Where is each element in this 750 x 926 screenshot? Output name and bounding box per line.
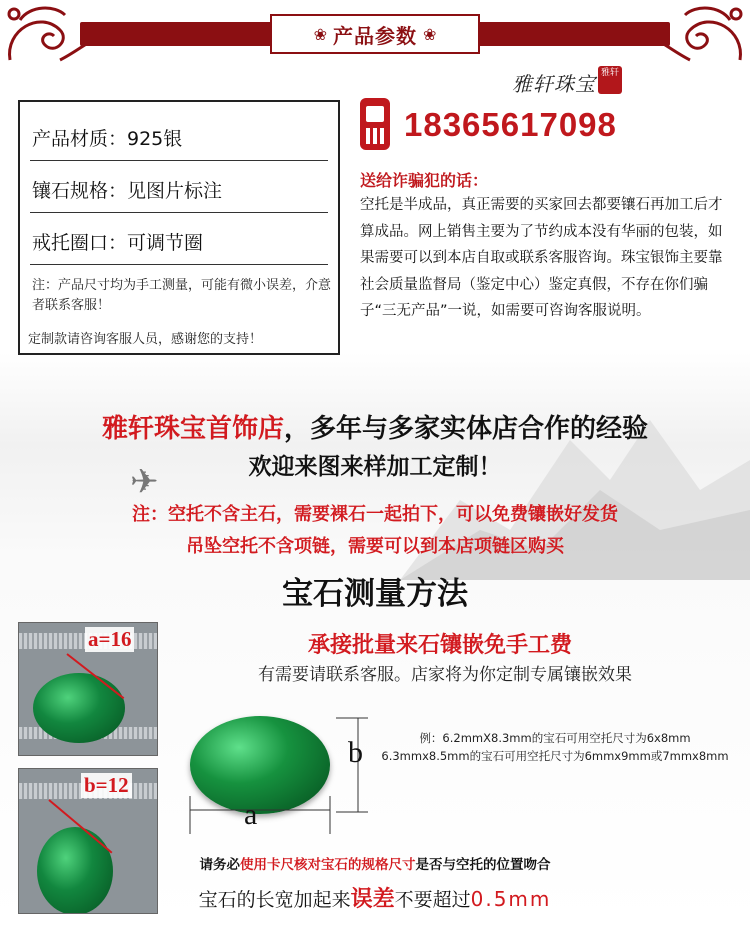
- dim-a-label: a: [244, 798, 258, 831]
- promo-line-1-rest: ，多年与多家实体店合作的经验: [284, 414, 649, 444]
- note-setting: 注：空托不含主石，需要裸石一起拍下，可以免费镶嵌好发货: [132, 504, 618, 525]
- spec-setting: 镶石规格：见图片标注: [32, 180, 223, 202]
- measure-title: 宝石测量方法: [282, 576, 468, 612]
- promo-line-2: 欢迎来图来样加工定制！: [248, 454, 502, 480]
- verify-note: [0, 853, 750, 873]
- spec-box: [18, 100, 340, 355]
- tolerance-mid: 不要超过: [394, 889, 471, 911]
- dragon-right-icon: ❀: [423, 24, 437, 44]
- warning-body: 空托是半成品，真正需要的买家回去都要镶石再加工后才算成品。网上销售主要为了节约成本没有华丽的包装，如果需要可以到本店自取或联系客服咨询。珠宝银饰主要靠社会质量监督局（鉴定中心）鉴定真假，不存在你们骗子“三无产品”一说，如需要可咨询客服说明。: [360, 197, 723, 319]
- divider: [30, 160, 328, 161]
- note-pendant: 吊坠空托不含项链，需要可以到本店项链区购买: [186, 536, 564, 557]
- warning-title: 送给诈骗犯的话：: [360, 171, 489, 190]
- tolerance-note: [0, 882, 750, 913]
- photo-b-label: b=12: [81, 773, 132, 798]
- tolerance-number: 0.5mm: [470, 887, 552, 911]
- gem-image: [33, 673, 125, 743]
- brand-signature: 雅轩珠宝: [512, 72, 596, 96]
- verify-post: 是否与空托的位置吻合: [415, 857, 551, 873]
- dimension-lines: [186, 708, 376, 844]
- tolerance-pre: 宝石的长宽加起来: [198, 889, 351, 911]
- verify-pre: 请务必: [199, 857, 240, 873]
- spec-note: 注：产品尺寸均为手工测量，可能有微小误差，介意者联系客服！: [32, 278, 332, 313]
- caliper-photo-a: [18, 622, 158, 756]
- promo-line-1: [0, 408, 750, 445]
- header-title: 产品参数: [333, 23, 417, 48]
- divider: [30, 212, 328, 213]
- verify-red: 使用卡尺核对宝石的规格尺寸: [240, 857, 416, 873]
- header-title-box: [270, 14, 480, 54]
- spec-material: 产品材质：925银: [32, 128, 183, 150]
- phone-number[interactable]: 18365617098: [404, 106, 617, 143]
- phone-icon: [360, 98, 390, 150]
- wholesale-subtitle: 有需要请联系客服。店家将为你定制专属镶嵌效果: [258, 665, 632, 685]
- divider: [30, 264, 328, 265]
- tolerance-red: 误差: [350, 887, 395, 912]
- spec-ring-size: 戒托圈口：可调节圈: [32, 232, 204, 254]
- photo-a-label: a=16: [85, 627, 134, 652]
- wholesale-title: 承接批量来石镶嵌免手工费: [307, 633, 572, 658]
- example-note: 例：6.2mmX8.3mm的宝石可用空托尺寸为6x8mm 6.3mmx8.5mm的宝石可用空托尺寸为6mmx9mm或7mmx8mm: [381, 731, 729, 763]
- dragon-left-icon: ❀: [313, 24, 327, 44]
- brand-seal: 雅轩: [598, 66, 622, 94]
- shop-name: 雅轩珠宝首饰店: [101, 414, 284, 444]
- crane-icon: ✈: [130, 462, 159, 502]
- dim-b-label: b: [348, 736, 363, 769]
- custom-note: 定制款请咨询客服人员，感谢您的支持！: [28, 332, 263, 347]
